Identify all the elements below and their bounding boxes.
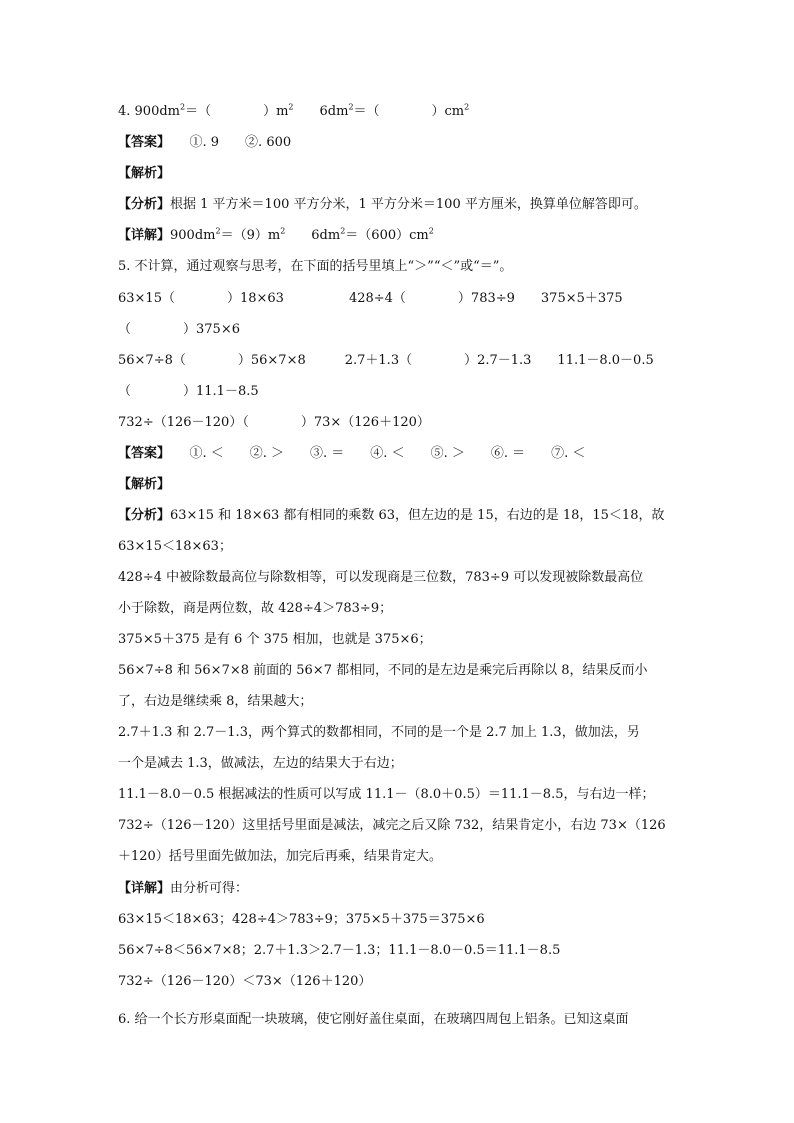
q5-analysis-line: 375×5＋375 是有 6 个 375 相加，也就是 375×6； [118,632,432,647]
q5-detail-line: 63×15＜18×63；428÷4＞783÷9；375×5＋375＝375×6 [118,912,485,927]
q5-analysis-line: 了，右边是继续乘 8，结果越大； [118,694,313,709]
q5-row-3: 56×7÷8（ ）56×7×8 2.7＋1.3（ ）2.7－1.3 11.1－8.0－0.5 [118,353,654,368]
q5-analysis-line: 小于除数，商是两位数，故 428÷4＞783÷9； [118,601,393,616]
q4-analysis [118,195,647,215]
q5-analysis-line [118,506,664,526]
analysis-text: 63×15 和 18×63 都有相同的乘数 63，但左边的是 15，右边的是 18，15＜18，故 [170,508,665,523]
q4-jiexi-label: 【解析】 [118,166,171,181]
q4-part-d: ＝（ ）cm [353,104,465,119]
q5-analysis-line: 63×15＜18×63； [118,539,232,554]
detail-part-d: ＝（600）cm [345,228,429,243]
q5-row-2: （ ）375×6 [118,322,240,337]
superscript: 2 [428,226,434,236]
superscript: 2 [340,226,346,236]
q4-question [118,102,469,122]
q5-analysis-line: 732÷（126－120）这里括号里面是减法，减完之后又除 732，结果肯定小，右边 73×（126 [118,818,666,833]
answer-label: 【答案】 [118,446,164,461]
detail-part-a: 900dm [170,228,216,243]
detail-label: 【详解】 [118,881,171,896]
q4-part-b: ＝（ ）m [185,104,289,119]
q4-answer [118,133,291,153]
analysis-label: 【分析】 [118,508,171,523]
superscript: 2 [348,102,354,112]
detail-part-c: 6dm [285,228,341,243]
q5-row-4: （ ）11.1－8.5 [118,384,259,399]
analysis-text: 根据 1 平方米＝100 平方分米，1 平方分米＝100 平方厘米，换算单位解答即可。 [170,197,647,212]
q5-analysis-line: 428÷4 中被除数最高位与除数相等，可以发现商是三位数，783÷9 可以发现被除数最高位 [118,570,644,585]
q5-row-1: 63×15（ ）18×63 428÷4（ ）783÷9 375×5＋375 [118,291,623,306]
superscript: 2 [180,102,186,112]
analysis-label: 【分析】 [118,197,171,212]
q5-answer [118,444,585,464]
detail-intro: 由分析可得： [170,881,249,896]
superscript: 2 [464,102,470,112]
detail-part-b: ＝（9）m [220,228,281,243]
superscript: 2 [288,102,294,112]
q5-row-5: 732÷（126－120）（ ）73×（126＋120） [118,415,430,430]
q4-part-c: 6dm [293,104,349,119]
q4-detail [118,226,434,246]
answer-text: ①. 9 ②. 600 [163,135,292,150]
answer-text: ①. ＜ ②. ＞ ③. ＝ ④. ＜ ⑤. ＞ ⑥. ＝ ⑦. ＜ [163,446,586,461]
q5-jiexi-label: 【解析】 [118,477,171,492]
q5-analysis-line: 一个是减去 1.3，做减法，左边的结果大于右边； [118,756,403,771]
superscript: 2 [215,226,221,236]
q5-detail-line: 732÷（126－120）＜73×（126＋120） [118,974,372,989]
q5-analysis-line: 11.1－8.0－0.5 根据减法的性质可以写成 11.1－（8.0＋0.5）＝11.1－8.5，与右边一样； [118,787,655,802]
q5-analysis-line: ＋120）括号里面先做加法，加完后再乘，结果肯定大。 [118,849,442,864]
q5-analysis-line: 56×7÷8 和 56×7×8 前面的 56×7 都相同，不同的是左边是乘完后再除以 8，结果反而小 [118,663,648,678]
detail-label: 【详解】 [118,228,171,243]
q4-part-a: 4. 900dm [118,104,180,119]
q5-title: 5. 不计算，通过观察与思考，在下面的括号里填上“＞”“＜”或“＝”。 [118,259,513,274]
q5-detail-line: 56×7÷8＜56×7×8；2.7＋1.3＞2.7－1.3；11.1－8.0－0.5＝11.1－8.5 [118,943,561,958]
q5-analysis-line: 2.7＋1.3 和 2.7－1.3，两个算式的数都相同，不同的是一个是 2.7 加上 1.3，做加法，另 [118,725,640,740]
q6-title: 6. 给一个长方形桌面配一块玻璃，使它刚好盖住桌面，在玻璃四周包上铝条。已知这桌面 [118,1012,629,1027]
answer-label: 【答案】 [118,135,164,150]
superscript: 2 [280,226,286,236]
q5-detail [118,879,248,899]
